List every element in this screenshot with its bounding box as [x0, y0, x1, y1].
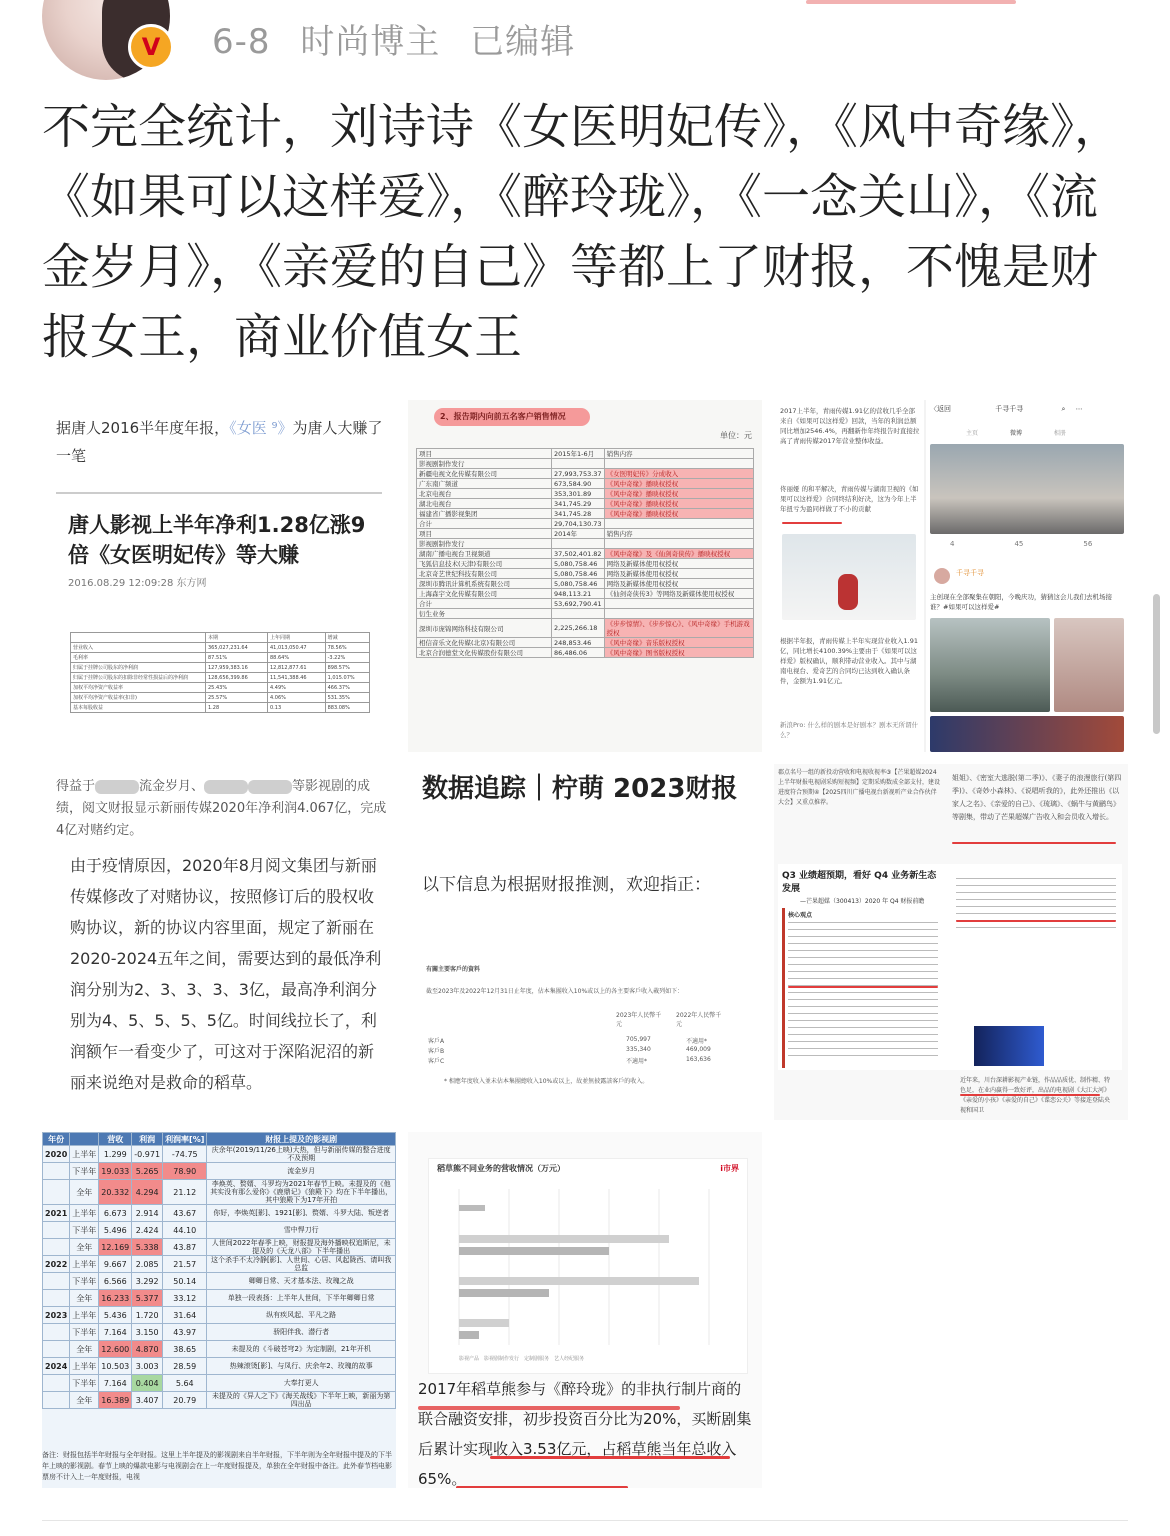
table-row: 2020 上半年 1.299 -0.971 -74.75 庆余年(2019/11/26上映)大热，但与新丽传媒的整合进度不及预期 — [43, 1146, 396, 1163]
fin-row — [417, 499, 754, 509]
fin-cell: 相信音乐文化传媒(北京)有限公司 — [417, 638, 552, 648]
fin-cell: 《风中奇缘》音乐版权授权 — [604, 638, 753, 648]
table-row: 全年 16.389 3.407 20.79 未提及的《异人之下》《海关战线》下半年上映，新丽为第四出品 — [43, 1392, 396, 1409]
fin-row — [417, 638, 754, 648]
fin-row — [417, 539, 754, 549]
post-date: 6-8 — [212, 22, 271, 62]
image-1-lead: 据唐人2016半年度年报，《女医 ⁹》为唐人大赚了一笔 — [56, 419, 383, 465]
fin-cell: 27,993,753.37 — [552, 469, 605, 479]
fin-cell: 销售内容 — [604, 529, 753, 539]
table-row: 全年 20.332 4.294 21.12 李焕英、赘婿、斗罗均为2021年春节上映。未提及的《他其实没有那么爱你》《鹿鼎记》《狼殿下》均在下半年播出，其中狼殿下为17年开拍 — [43, 1180, 396, 1205]
fin-cell: 《风中奇缘》播映权授权 — [604, 499, 753, 509]
image-2-header: 2、报告期内向前五名客户销售情况 — [434, 408, 590, 426]
image-1-title: 唐人影视上半年净利1.28亿涨9倍《女医明妃传》等大赚 — [68, 513, 366, 567]
fin-cell: 《风中奇缘》图书版权授权 — [604, 648, 753, 658]
fin-cell: 销售内容 — [604, 449, 753, 459]
fin-cell: 《风中奇缘》播映权授权 — [604, 509, 753, 519]
fin-row — [417, 509, 754, 519]
fin-cell: 湖北电视台 — [417, 499, 552, 509]
fin-cell — [552, 459, 605, 469]
fin-cell: 项目 — [417, 529, 552, 539]
image-4[interactable] — [42, 764, 396, 1120]
fin-row — [417, 489, 754, 499]
table-row: 2024 上半年 10.503 3.003 28.59 热辣滚烫[影]、与凤行、庆余年2、玫瑰的故事 — [43, 1358, 396, 1375]
image-8-caption: 2017年稻草熊参与《醉玲珑》的非执行制片商的联合融资安排，初步投资百分比为20%，买断剧集后累计实现收入3.53亿元，占稻草熊当年总收入65%。 — [418, 1380, 752, 1488]
fin-cell: 北京合润德堂文化传媒股份有限公司 — [417, 648, 552, 658]
fin-cell: 86,486.06 — [552, 648, 605, 658]
fin-cell: 5,080,758.46 — [552, 559, 605, 569]
image-1[interactable] — [42, 400, 396, 752]
back-icon[interactable]: 〈返回 — [930, 405, 951, 413]
table-row: 下半年 6.566 3.292 50.14 卿卿日常、天才基本法、玫瑰之战 — [43, 1273, 396, 1290]
fin-cell: 广东南广频道 — [417, 479, 552, 489]
fin-row — [417, 449, 754, 459]
fin-cell: 341,745.28 — [552, 509, 605, 519]
fin-row — [417, 519, 754, 529]
fin-cell — [604, 459, 753, 469]
fin-cell: 新疆电视文化传媒有限公司 — [417, 469, 552, 479]
fin-cell: 合计 — [417, 519, 552, 529]
fin-cell — [604, 539, 753, 549]
table-row: 全年 12.600 4.870 38.65 未提及的《斗破苍穹2》为定制剧，21年开机 — [43, 1341, 396, 1358]
fin-cell: 2015年1-6月 — [552, 449, 605, 459]
image-5-sub: 以下信息为根据财报推测，欢迎指正： — [422, 875, 711, 895]
fin-cell — [604, 599, 753, 609]
fin-row — [417, 469, 754, 479]
fin-row — [417, 619, 754, 638]
fin-cell — [552, 609, 605, 619]
image-3-text-c: 根据半年报，青雨传媒上半年实现营业收入1.91亿，同比增长4100.39%主要由于《如果可以这样爱》版权确认，顺利带动营业收入。其中与湖南电视台、爱奇艺的合同均已达到收入确认条件，金额为1.91亿元。 — [780, 637, 918, 685]
image-5-doc: 有關主要客戶的資料 截至2023年及2022年12月31日止年度，佔本集團收入10%或以上的各主要客戶收入載列如下： 2023年人民幣千元 2022年人民幣千元 客戶A 705,997 不適用* 客戶B 335,340 469,009 客戶C 不適用* 163,636 * 相應年度收入並未佔本集團總收入10%或以上，故並無披露該客戶的收入。 — [426, 964, 744, 1094]
post-source[interactable]: 时尚博主 — [300, 22, 441, 62]
fin-row — [417, 648, 754, 658]
post-header — [0, 0, 1170, 80]
fin-row — [417, 589, 754, 599]
fin-cell: 深圳市庞锦网络科技有限公司 — [417, 619, 552, 638]
fin-cell: 上海森宇文化传媒有限公司 — [417, 589, 552, 599]
fin-cell: 《仙剑奇侠传3》等网络及新媒体使用权授权 — [604, 589, 753, 599]
fin-row — [417, 479, 754, 489]
fin-cell: 《女医明妃传》分成收入 — [604, 469, 753, 479]
fin-cell — [604, 519, 753, 529]
fin-cell: 948,113.21 — [552, 589, 605, 599]
image-3-account: 千寻千寻 — [995, 405, 1024, 413]
table-row: 下半年 7.164 0.404 5.64 大奉打更人 — [43, 1375, 396, 1392]
table-row: 2022 上半年 9.667 2.085 21.57 这个杀手不太冷静[影]、人世间、心居、风起陇西、请叫我总监 — [43, 1256, 396, 1273]
image-3-text-a: 2017上半年，青雨传媒1.91亿的营收几乎全部来自《如果可以这样爱》回款，当年的利润总额同比增加2546.4%，再翻新作年终报告时直接拉高了青雨传媒2017年营业整体收益。 — [780, 407, 920, 445]
table-row: 全年 12.169 5.338 43.87 人世间2022年春季上映，财报提及海外播映权追斯尼，未提及的《天龙八部》下半年播出 — [43, 1239, 396, 1256]
fin-row — [417, 569, 754, 579]
fin-cell: 《风中奇缘》播映权授权 — [604, 489, 753, 499]
table-row: 2023 上半年 5.436 1.720 31.64 纵有疾风起、平凡之路 — [43, 1307, 396, 1324]
fin-row — [417, 549, 754, 559]
table-row: 2021 上半年 6.673 2.914 43.67 你好，李焕英[影]、1921[影]、赘婿、斗罗大陆、叛逆者 — [43, 1205, 396, 1222]
fin-cell: 北京奇艺世纪科技有限公司 — [417, 569, 552, 579]
fin-cell: 5,080,758.46 — [552, 569, 605, 579]
verified-badge-icon: V — [128, 24, 174, 70]
fin-cell: 《风中奇缘》播映权授权 — [604, 479, 753, 489]
fin-row — [417, 529, 754, 539]
edited-label: 已编辑 — [470, 22, 576, 62]
fin-cell: 673,584.90 — [552, 479, 605, 489]
fin-cell: 网络及新媒体使用权授权 — [604, 569, 753, 579]
image-3-quote: 新浪Pro: 什么样的剧本是好剧本？剧本无所谓什么？ — [780, 721, 919, 739]
fin-cell: 53,692,790.41 — [552, 599, 605, 609]
image-7-table: 年份 营收 利润 利润率[%] 财报上提及的影视剧 2020 上半年 1.299 -0.971 -74.75 庆余年(2019/11/26上映)大热，但与新丽传媒的整合进度不及预期 下半年 19.033 5.265 78.90 流金岁月 全年 20.332 4.294 21.12 李焕英、赘婿、斗罗均为2021年春节上映。未提及的《他其实没有那么爱你》《鹿鼎记》《狼殿下》均在下半年播出，其中狼殿下为17年开拍 2021 上半年 6.673 2.914 43.67 你好，李焕英[影]、1921[影]、赘婿、斗罗大陆、叛逆者 下半年 5.496 2.424 44.10 雪中悍刀行 全年 12.169 5.338 43.87 人世间2022年春季上映，财报提及海外播映权追斯尼，未提及的《天龙八部》下半年播出 2022 上半年 9.667 2.085 21.57 这个杀手不太冷静[影]、人世间、心居、风起陇西、请叫我总监 下半年 6.566 3.292 50.14 卿卿日常、天才基本法、玫瑰之战 全年 16.233 5.377 33.12 单独一段表扬：上半年人世间，下半年卿卿日常 2023 上半年 5.436 1.720 31.64 纵有疾风起、平凡之路 下半年 7.164 3.150 43.97 骄阳伴我、潜行者 全年 12.600 4.870 38.65 未提及的《斗破苍穹2》为定制剧，21年开机 2024 上半年 10.503 3.003 28.59 热辣滚烫[影]、与凤行、庆余年2、玫瑰的故事 下半年 7.164 0.404 5.64 大奉打更人 全年 16.389 3.407 20.79 未提及的《异人之下》《海关战线》下半年上映，新丽为第四出品 — [42, 1132, 396, 1409]
fin-cell: 影视剧制作发行 — [417, 539, 552, 549]
table-row: 下半年 5.496 2.424 44.10 雪中悍刀行 — [43, 1222, 396, 1239]
image-7[interactable] — [42, 1132, 396, 1488]
post-meta — [212, 14, 593, 63]
fin-cell: 衍生业务 — [417, 609, 552, 619]
image-2-unit: 单位：元 — [720, 431, 752, 440]
fin-cell: 合计 — [417, 599, 552, 609]
fin-cell — [604, 609, 753, 619]
fin-cell — [552, 539, 605, 549]
image-2[interactable] — [408, 400, 762, 752]
fin-cell: 5,080,758.46 — [552, 579, 605, 589]
fin-cell: 29,704,130.73 — [552, 519, 605, 529]
image-8[interactable] — [408, 1132, 762, 1488]
post-text: 不完全统计，刘诗诗《女医明妃传》，《风中奇缘》，《如果可以这样爱》，《醉玲珑》，《一念关山》，《流金岁月》，《亲爱的自己》等都上了财报，不愧是财报女王，商业价值女王 — [42, 99, 1123, 365]
table-row: 全年 16.233 5.377 33.12 单独一段表扬：上半年人世间，下半年卿卿日常 — [43, 1290, 396, 1307]
fin-cell: 项目 — [417, 449, 552, 459]
fin-row — [417, 579, 754, 589]
fin-row — [417, 559, 754, 569]
fin-cell: 深圳市腾讯计算机系统有限公司 — [417, 579, 552, 589]
image-2-table — [416, 448, 754, 658]
image-1-date: 2016.08.29 12:09:28 东方网 — [68, 578, 207, 589]
fin-cell: 影视剧制作发行 — [417, 459, 552, 469]
fin-cell: 2,225,266.18 — [552, 619, 605, 638]
fin-cell: 湖南广播电视台卫视频道 — [417, 549, 552, 559]
fin-row — [417, 459, 754, 469]
fin-cell: 341,745.29 — [552, 499, 605, 509]
fin-cell: 飞狐信息技术(天津)有限公司 — [417, 559, 552, 569]
group-photo — [930, 444, 1124, 534]
search-icon[interactable]: ⌕ — [1061, 405, 1066, 413]
fin-cell: 2014年 — [552, 529, 605, 539]
fin-cell: 网络及新媒体使用权授权 — [604, 579, 753, 589]
image-3[interactable]: 2017上半年，青雨传媒1.91亿的营收几乎全部来自《如果可以这样爱》回款，当年的利润总额同比增加2546.4%，再翻新作年终报告时直接拉高了青雨传媒2017年营业整体收益。 佟丽娅 的和平解决，青雨传媒与湖南卫视的《如果可以这样爱》合同终结利好决，这为今年上半年扭亏为盈同样做了不小的贡献 根据半年报，青雨传媒上半年实现营业收入1.91亿，同比增长4100.39%主要由于《如果可以这样爱》版权确认，顺利带动营业收入。其中与湖南电视台、爱奇艺的合同均已达到收入确认条件，金额为1.91亿元。 新浪Pro: 什么样的剧本是好剧本？剧本无所谓什么？ 〈返回 千寻千寻 ⌕ ⋯ 主页 微博 相册 4 45 56 千寻千寻 主创现在全部聚集在朝阳，今晚庆功，猜猜这会儿我们去机场接谁？#如果可以这样爱# — [774, 400, 1128, 752]
image-7-note: 备注：财报包括半年财报与全年财报。这里上半年提及的影视剧来自半年财报，下半年则为全年财报中提及的下半年上映的影视剧。春节上映的爆款电影与电视剧会在上一年度财报提及，单独在全年财报中备注。此外春节档电影票房不计入上一年度财报，电视 — [42, 1451, 392, 1481]
image-6[interactable]: 郡点名号一组的新投动营收和电视收视率③【芒果超媒2024上半年财报电视剧采购短视频】定期采购数成全部支付，建设进度符合预期④【2025四川广播电视台新视听产业合作伙伴大会】又重点推荐。 姐姐》、《密室大逃脱(第二季)》、《妻子的浪漫旅行(第四季)》、《奇妙小森林》、《说唱听我的》，此外还推出《以家人之名》、《亲爱的自己》、《琉璃》、《蜗牛与黄鹂鸟》等剧集，带动了芒果超媒广告收入和会员收入增长。 Q3 业绩超预期，看好 Q4 业务新生态发展 —芒果超媒（300413）2020 年 Q4 财报前瞻 核心观点 近年来，川台深耕影视产业链，作品品质优、制作精、特色足，在业内赢得一致好评，出品的电视剧《大江大河》《亲爱的小孩》《亲爱的自己》《谍恋公关》等接连登陆央视和国卫 — [774, 764, 1128, 1120]
fin-cell: 网络及新媒体使用权授权 — [604, 559, 753, 569]
top-indicator — [806, 0, 1016, 4]
fin-cell: 353,301.89 — [552, 489, 605, 499]
fin-cell: 北京电视台 — [417, 489, 552, 499]
image-1-table: 本期 上年同期 增减 营业收入 365,027,231.64 41,013,050.47 78.56% 毛利率 87.51% 88.64% -3.22% 归属于挂牌公司股东的净利润 127,959,383.16 12,812,877.61 898.57% 归属于挂牌公司股东的扣除非经常性损益后的净利润 128,656,399.86 11,541,388.46 1,015.07% 加权平均净资产收益率 25.43% 4.49% 466.37% 加权平均净资产收益率(扣非) 25.57% 4.06% 531.35% 基本每股收益 1.28 0.13 883.08% — [70, 632, 370, 713]
fin-cell: 《风中奇缘》及《仙剑奇侠传》播映权授权 — [604, 549, 753, 559]
fin-row — [417, 609, 754, 619]
image-3-text-b: 佟丽娅 的和平解决，青雨传媒与湖南卫视的《如果可以这样爱》合同终结利好决，这为今年上半年扭亏为盈同样做了不小的贡献 — [780, 485, 919, 513]
fin-row — [417, 599, 754, 609]
scrollbar[interactable] — [1153, 594, 1160, 734]
image-4-top: 得益于 流金岁月、 等影视剧的成绩，阅文财报显示新丽传媒2020年净利润4.067亿，完成4亿对赌约定。 — [56, 779, 387, 838]
fin-cell: 《步步惊情》、《步步惊心》、《风中奇缘》手机游戏授权 — [604, 619, 753, 638]
more-icon[interactable]: ⋯ — [1075, 405, 1083, 413]
fin-cell: 福建省广播影视集团 — [417, 509, 552, 519]
image-4-body: 由于疫情原因，2020年8月阅文集团与新丽传媒修改了对赌协议，按照修订后的股权收购协议，新的协议内容里面，规定了新丽在2020-2024五年之间，需要达到的最低净利润分别为2、3、3、3、3亿，最高净利润分别为4、5、5、5、5亿。时间线拉长了，利润额乍一看变少了，可这对于深陷泥沼的新丽来说绝对是救命的稻草。 — [70, 856, 382, 1092]
table-row: 下半年 19.033 5.265 78.90 流金岁月 — [43, 1163, 396, 1180]
fin-cell: 37,502,401.82 — [552, 549, 605, 559]
image-5-title: 数据追踪｜柠萌 2023财报 — [422, 774, 738, 804]
image-5[interactable] — [408, 764, 762, 1120]
fin-cell: 248,853.46 — [552, 638, 605, 648]
image-3-comment: 主创现在全部聚集在朝阳，今晚庆功，猜猜这会儿我们去机场接谁？#如果可以这样爱# — [930, 593, 1112, 611]
image-8-chart: 稻草熊不同业务的营收情况（万元） i市界 影视产品 影视剧制作发行 定制剧服务 艺人经纪服务 — [428, 1158, 748, 1374]
table-row: 下半年 7.164 3.150 43.97 骄阳伴我、潜行者 — [43, 1324, 396, 1341]
